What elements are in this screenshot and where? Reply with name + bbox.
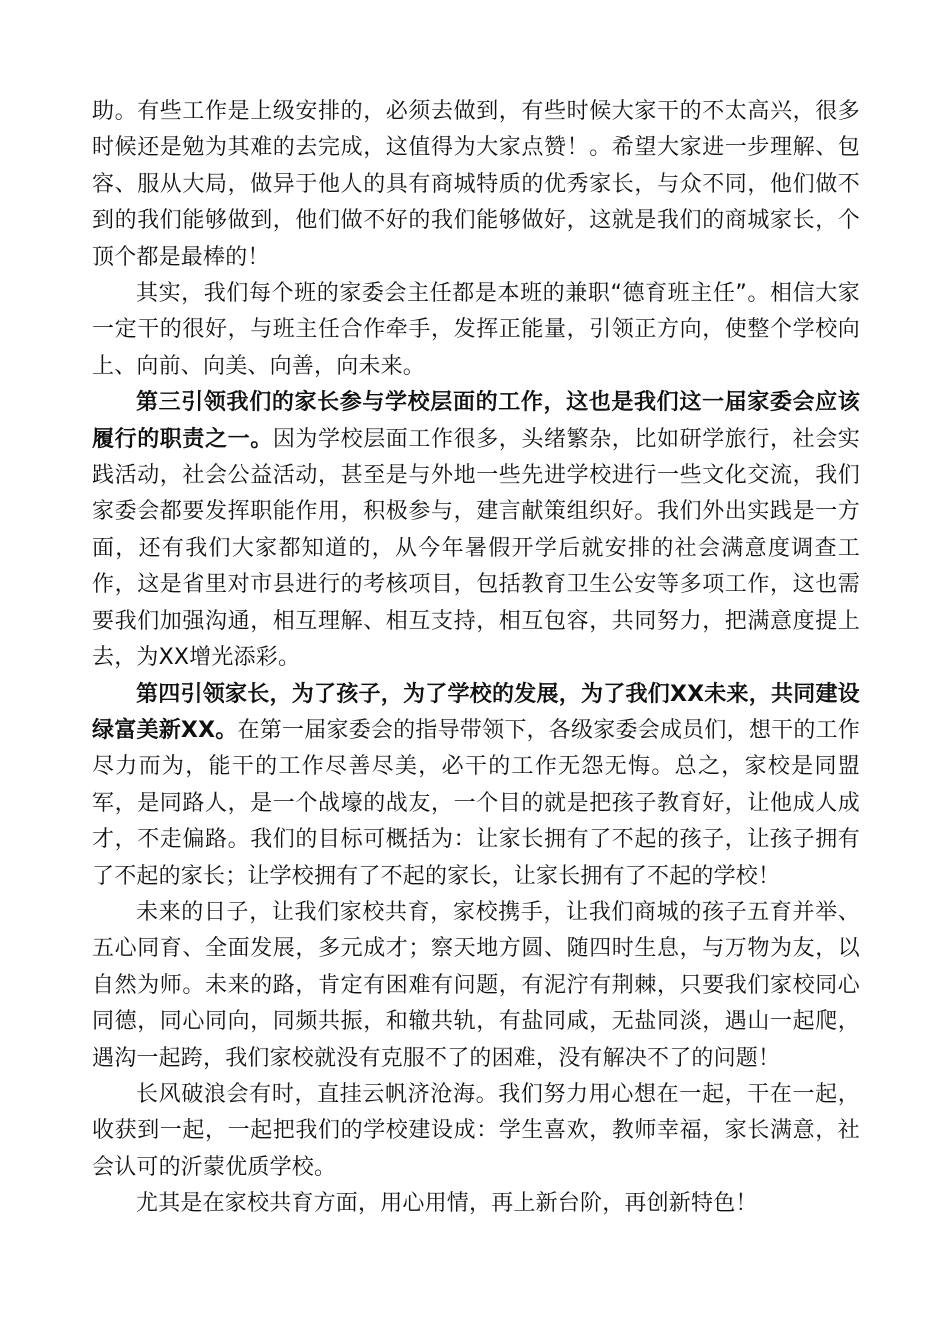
paragraph-text: 其实，我们每个班的家委会主任都是本班的兼职“德育班主任”。相信大家一定干的很好，与班主任合作牵手，发挥正能量，引领正方向，使整个学校向上、向前、向美、向善，向未来。	[92, 281, 860, 379]
paragraph-text: 尤其是在家校共育方面，用心用情，再上新台阶，再创新特色！	[136, 1191, 758, 1217]
paragraph-long-wind	[92, 1077, 860, 1186]
paragraph-class-committee	[92, 276, 860, 385]
paragraph-fourth-point	[92, 677, 860, 895]
document-page	[92, 94, 860, 1223]
paragraph-bold-lead: 第四引领家长，为了孩子，为了学校的发展，为了我们XX未来，共同建设绿富美新XX。	[92, 681, 860, 743]
paragraph-future-days	[92, 895, 860, 1077]
paragraph-text: 助。有些工作是上级安排的，必须去做到，有些时候大家干的不太高兴，很多时候还是勉为其难的去完成，这值得为大家点赞！。希望大家进一步理解、包容、服从大局，做异于他人的具有商城特质的优秀家长，与众不同，他们做不到的我们能够做到，他们做不好的我们能够做好，这就是我们的商城家长，个顶个都是最棒的！	[92, 99, 860, 270]
paragraph-text: 在第一届家委会的指导带领下，各级家委会成员们，想干的工作尽力而为，能干的工作尽善尽美，必干的工作无怨无悔。总之，家校是同盟军，是同路人，是一个战壕的战友，一个目的就是把孩子教育好，让他成人成才，不走偏路。我们的目标可概括为：让家长拥有了不起的孩子，让孩子拥有了不起的家长；让学校拥有了不起的家长，让家长拥有了不起的学校！	[92, 717, 861, 889]
paragraph-text: 未来的日子，让我们家校共育，家校携手，让我们商城的孩子五育并举、五心同育、全面发展，多元成才；察天地方圆、随四时生息，与万物为友，以自然为师。未来的路，肯定有困难有问题，有泥泞有荆棘，只要我们家校同心同德，同心同向，同频共振，和辙共轨，有盐同咸，无盐同淡，遇山一起爬，遇沟一起跨，我们家校就没有克服不了的困难，没有解决不了的问题！	[92, 899, 860, 1071]
paragraph-continuation	[92, 94, 860, 276]
paragraph-closing	[92, 1186, 860, 1222]
paragraph-text: 长风破浪会有时，直挂云帆济沧海。我们努力用心想在一起，干在一起，收获到一起，一起把我们的学校建设成：学生喜欢，教师幸福，家长满意，社会认可的沂蒙优质学校。	[92, 1081, 860, 1180]
paragraph-bold-lead: 第三引领我们的家长参与学校层面的工作，这也是我们这一届家委会应该履行的职责之一。	[92, 390, 860, 452]
paragraph-third-point	[92, 385, 860, 676]
paragraph-text: 因为学校层面工作很多，头绪繁杂，比如研学旅行，社会实践活动，社会公益活动，甚至是与外地一些先进学校进行一些文化交流，我们家委会都要发挥职能作用，积极参与，建言献策组织好。我们外出实践是一方面，还有我们大家都知道的，从今年暑假开学后就安排的社会满意度调查工作，这是省里对市县进行的考核项目，包括教育卫生公安等多项工作，这也需要我们加强沟通，相互理解、相互支持，相互包容，共同努力，把满意度提上去，为XX增光添彩。	[92, 426, 861, 671]
